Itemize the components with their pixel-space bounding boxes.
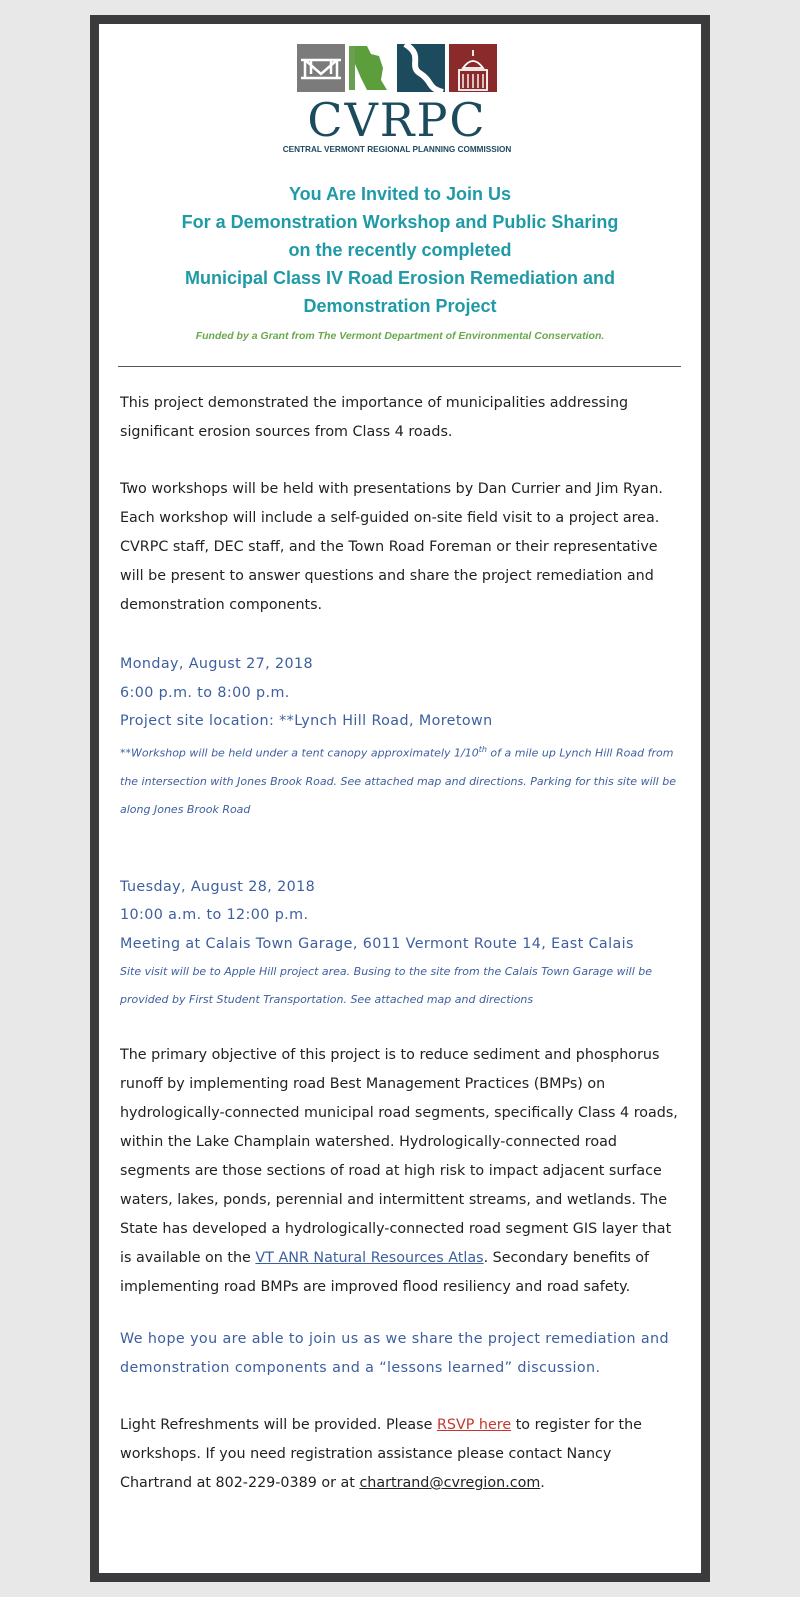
hope-paragraph: We hope you are able to join us as we share the project remediation and demonstration components and a “lessons learned” discussion. [120, 1331, 669, 1376]
session2-date: Tuesday, August 28, 2018 [120, 879, 316, 895]
heading-line: You Are Invited to Join Us [288, 184, 512, 204]
session1-note [120, 736, 680, 824]
cvrpc-logo [282, 44, 512, 156]
session2-time: 10:00 a.m. to 12:00 p.m. [120, 907, 309, 923]
heading-line: Demonstration Project [303, 296, 497, 316]
heading-line: Municipal Class IV Road Erosion Remediation and [184, 268, 616, 288]
session1-date: Monday, August 27, 2018 [120, 656, 313, 672]
closing-paragraph [120, 1411, 680, 1498]
invitation-heading [99, 180, 701, 320]
session1-location: Project site location: **Lynch Hill Road, Moretown [120, 713, 493, 729]
heading-line: on the recently completed [288, 240, 512, 260]
session2-note: Site visit will be to Apple Hill project area. Busing to the site from the Calais Town Garage will be provided by First Student Transportation. See attached map and directions [120, 965, 652, 1006]
logo-acronym: CVRPC [307, 93, 487, 147]
intro-paragraph: This project demonstrated the importance of municipalities addressing significant erosion sources from Class 4 roads. [120, 395, 629, 440]
objective-text: The primary objective of this project is to reduce sediment and phosphorus runoff by implementing road Best Management Practices (BMPs) on hydrologically-connected municipal road segments, specifically Class 4 roads, within the Lake Champlain watershed. Hydrologically-connected road segments are those sections of road at high risk to impact adjacent surface waters, lakes, ponds, perennial and intermittent streams, and wetlands. The State has developed a hydrologically-connected road segment GIS layer that is available on the [120, 1047, 678, 1266]
workshops-paragraph: Two workshops will be held with presentations by Dan Currier and Jim Ryan. Each workshop will include a self-guided on-site field visit to a project area. CVRPC staff, DEC staff, and the Town Road Foreman or their representative will be present to answer questions and share the project remediation and demonstration components. [120, 481, 663, 613]
divider [118, 366, 681, 367]
email-card [99, 24, 701, 1573]
closing-text: to register for the workshops. If you need registration assistance please contact Nancy Chartrand at 802-229-0389 or at [120, 1417, 642, 1491]
closing-text: Light Refreshments will be provided. Please [120, 1417, 437, 1433]
logo-river-tile [397, 44, 445, 92]
logo-capitol-tile [449, 44, 497, 92]
email-link[interactable]: chartrand@cvregion.com [359, 1475, 541, 1491]
anr-atlas-link[interactable]: VT ANR Natural Resources Atlas [255, 1250, 484, 1266]
session1-note-text: **Workshop will be held under a tent canopy approximately 1/10 [120, 746, 479, 760]
closing-text: . [540, 1475, 545, 1491]
logo-full-name: CENTRAL VERMONT REGIONAL PLANNING COMMISSION [282, 145, 512, 154]
funding-note: Funded by a Grant from The Vermont Department of Environmental Conservation. [195, 330, 605, 342]
objective-text: . Secondary benefits of implementing road BMPs are improved flood resiliency and road safety. [120, 1250, 650, 1295]
objective-paragraph [120, 1041, 680, 1302]
logo-vermont-tile [349, 44, 395, 92]
rsvp-link[interactable]: RSVP here [436, 1417, 512, 1433]
session1-time: 6:00 p.m. to 8:00 p.m. [120, 685, 290, 701]
session1-note-text: of a mile up Lynch Hill Road from the intersection with Jones Brook Road. See attached map and directions. Parking for this site will be along Jones Brook Road [120, 746, 676, 816]
logo-bridge-tile [297, 44, 345, 92]
heading-line: For a Demonstration Workshop and Public Sharing [181, 212, 619, 232]
session2-location: Meeting at Calais Town Garage, 6011 Vermont Route 14, East Calais [120, 936, 634, 952]
session1-note-sup: th [478, 745, 487, 754]
